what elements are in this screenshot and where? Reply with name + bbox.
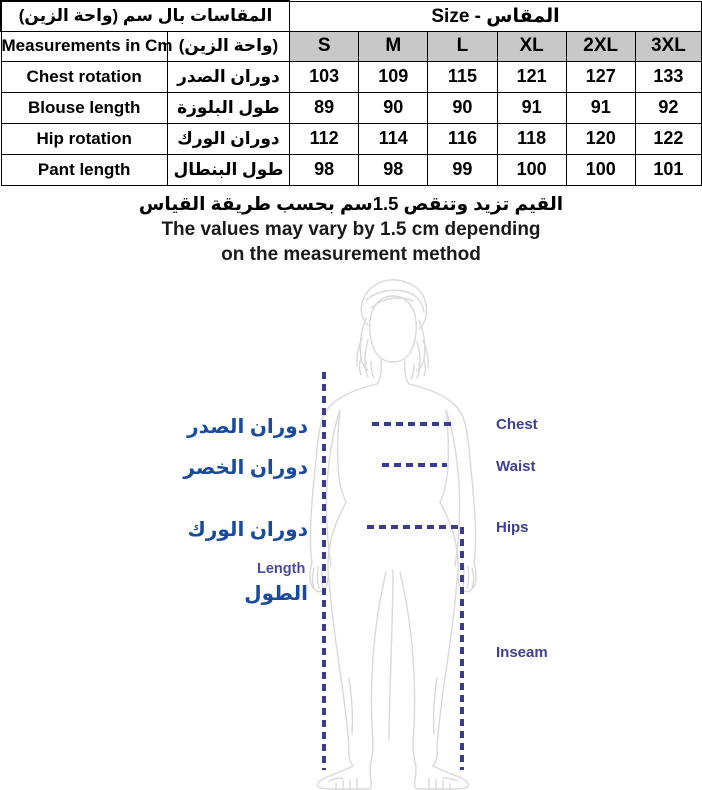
row-label-ar-blouse-length: طول البلوزة <box>167 92 289 123</box>
cell-pant-length-3xl: 101 <box>635 154 701 185</box>
size-chart-table <box>0 0 702 186</box>
cell-blouse-length-l: 90 <box>428 92 497 123</box>
size-header-s: S <box>290 31 359 61</box>
row-label-en-hip-rotation: Hip rotation <box>1 123 167 154</box>
cell-chest-rotation-2xl: 127 <box>566 61 635 92</box>
label-waist-rotation-arabic: دوران الخصر <box>183 457 308 479</box>
row-label-ar-hip-rotation: دوران الورك <box>167 123 289 154</box>
size-header-m: M <box>359 31 428 61</box>
cell-pant-length-2xl: 100 <box>566 154 635 185</box>
label-hips-english: Hips <box>496 519 529 536</box>
size-header-2xl: 2XL <box>566 31 635 61</box>
table-row <box>1 92 702 123</box>
female-body-outline-illustration <box>0 278 702 790</box>
size-header-xl: XL <box>497 31 566 61</box>
note-english-line-1: The values may vary by 1.5 cm depending <box>161 219 541 241</box>
note-arabic: القيم تزيد وتنقص 1.5سم بحسب طريقة القياس <box>138 193 564 214</box>
cell-blouse-length-2xl: 91 <box>566 92 635 123</box>
row-label-en-blouse-length: Blouse length <box>1 92 167 123</box>
note-english-line-2: on the measurement method <box>221 243 481 265</box>
cell-chest-rotation-3xl: 133 <box>635 61 701 92</box>
label-length-english: Length <box>257 561 306 577</box>
cell-pant-length-l: 99 <box>428 154 497 185</box>
cell-pant-length-s: 98 <box>290 154 359 185</box>
cell-hip-rotation-l: 116 <box>428 123 497 154</box>
row-label-en-chest-rotation: Chest rotation <box>1 61 167 92</box>
label-hip-rotation-arabic: دوران الورك <box>187 519 308 541</box>
measurements-arabic-header: المقاسات بال سم (واحة الزين) <box>1 1 290 31</box>
table-row <box>1 154 702 185</box>
label-chest-rotation-arabic: دوران الصدر <box>187 416 308 438</box>
cell-chest-rotation-s: 103 <box>290 61 359 92</box>
cell-chest-rotation-m: 109 <box>359 61 428 92</box>
row-label-ar-chest-rotation: دوران الصدر <box>167 61 289 92</box>
cell-hip-rotation-3xl: 122 <box>635 123 701 154</box>
cell-blouse-length-m: 90 <box>359 92 428 123</box>
cell-hip-rotation-xl: 118 <box>497 123 566 154</box>
table-row <box>1 123 702 154</box>
size-group-header: Size - المقاس <box>290 1 702 31</box>
cell-blouse-length-3xl: 92 <box>635 92 701 123</box>
cell-chest-rotation-xl: 121 <box>497 61 566 92</box>
row-label-ar-pant-length: طول البنطال <box>167 154 289 185</box>
cell-pant-length-xl: 100 <box>497 154 566 185</box>
label-inseam-english: Inseam <box>496 644 548 661</box>
cell-hip-rotation-2xl: 120 <box>566 123 635 154</box>
measurements-english-header: Measurements in Cm <box>1 31 167 61</box>
label-length-arabic: الطول <box>244 583 308 605</box>
table-header-row-1 <box>1 1 702 31</box>
measurement-note <box>0 192 702 268</box>
label-chest-english: Chest <box>496 416 538 433</box>
cell-hip-rotation-s: 112 <box>290 123 359 154</box>
cell-pant-length-m: 98 <box>359 154 428 185</box>
measurements-arabic-subheader: (واحة الزين) <box>167 31 289 61</box>
body-measurement-diagram <box>0 278 702 790</box>
label-waist-english: Waist <box>496 458 536 475</box>
table-row <box>1 61 702 92</box>
row-label-en-pant-length: Pant length <box>1 154 167 185</box>
cell-blouse-length-xl: 91 <box>497 92 566 123</box>
cell-hip-rotation-m: 114 <box>359 123 428 154</box>
size-header-3xl: 3XL <box>635 31 701 61</box>
cell-chest-rotation-l: 115 <box>428 61 497 92</box>
cell-blouse-length-s: 89 <box>290 92 359 123</box>
table-header-row-2 <box>1 31 702 61</box>
size-header-l: L <box>428 31 497 61</box>
